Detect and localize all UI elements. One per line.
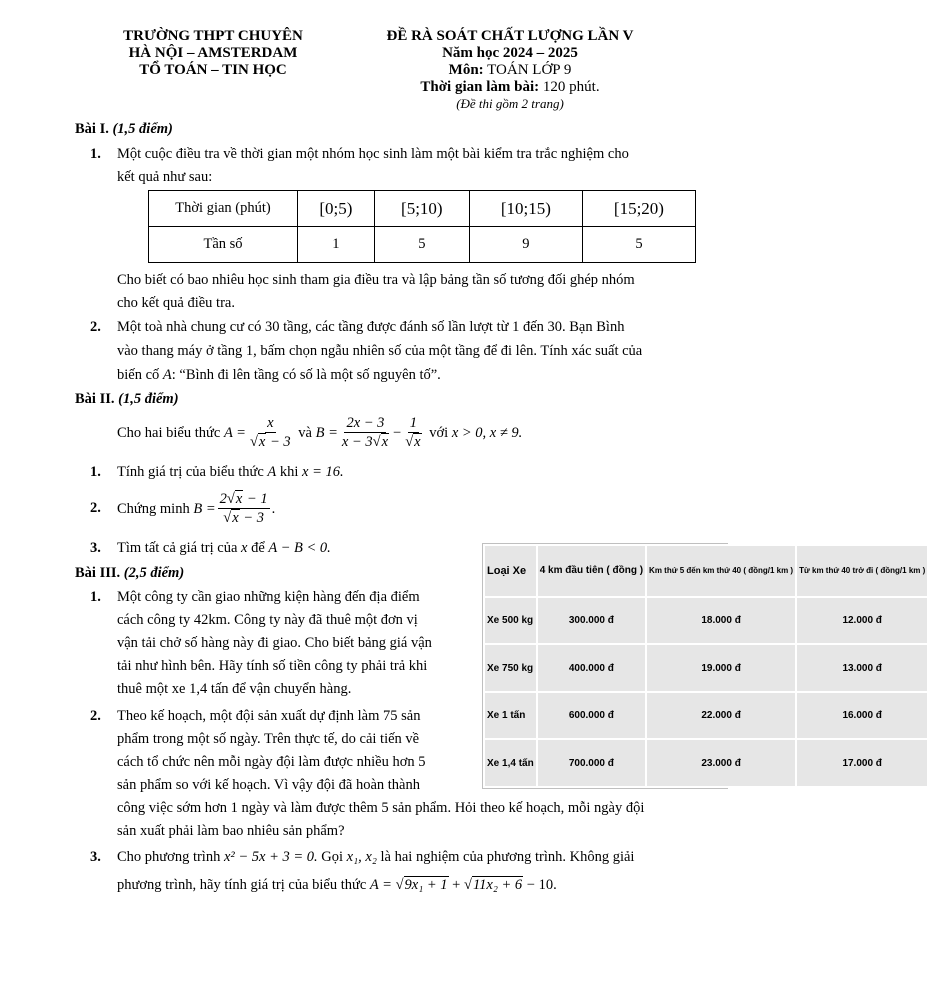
pages-note: (Đề thi gồm 2 trang) — [456, 96, 564, 111]
sqrt-term-1: 9x₁ + 1 — [404, 877, 448, 893]
plus-sign: + — [452, 877, 461, 893]
s3-q1-text — [117, 586, 432, 701]
sqrt-term-2: 11x₂ + 6 — [472, 877, 523, 893]
expr-B-lhs: B = — [315, 424, 338, 441]
price-header-km5-40: Km thứ 5 đến km thứ 40 ( đồng/1 km ) — [647, 546, 795, 596]
s3-q3-post: là hai nghiệm của phương trình. Không giải — [380, 849, 635, 865]
school-name-line2: HÀ NỘI – AMSTERDAM — [128, 45, 298, 61]
expr-A-denominator: √x − 3 — [249, 434, 291, 450]
price-table-image — [482, 543, 926, 789]
table-row-header-time: Thời gian (phút) — [149, 191, 298, 227]
s3-q1-number: 1. — [90, 589, 101, 605]
price-cell: 12.000 đ — [797, 598, 927, 644]
s3-q3-number: 3. — [90, 849, 101, 865]
s3-q3-pre: Cho phương trình — [117, 849, 221, 865]
s2-q2-text — [117, 486, 275, 532]
with-word: với — [429, 424, 449, 441]
event-variable: A — [162, 367, 172, 383]
s1-q1-number: 1. — [90, 146, 101, 162]
price-header-km40-plus: Từ km thứ 40 trở đi ( đồng/1 km ) — [797, 546, 927, 596]
coef-2: 2 — [219, 491, 227, 507]
section-3-title: Bài III. — [75, 565, 121, 581]
time-label: Thời gian làm bài: — [420, 79, 540, 95]
s2-intro — [117, 410, 522, 456]
s2-intro-text: Cho hai biểu thức — [117, 424, 221, 441]
frequency-cell: 5 — [374, 227, 469, 263]
roots: x₁, x₂ — [346, 849, 377, 865]
vehicle-cell: Xe 1 tấn — [485, 693, 536, 739]
s2-q1-number: 1. — [90, 464, 101, 480]
s2-q2-num-rest: − 1 — [243, 491, 268, 507]
price-cell: 13.000 đ — [797, 645, 927, 691]
price-header-vehicle: Loại Xe — [485, 546, 536, 596]
s1-q1-text-line3: Cho biết có bao nhiêu học sinh tham gia điều tra và lập bảng tần số tương đối ghép nhóm — [117, 272, 635, 288]
exam-header — [360, 28, 660, 111]
expr-B-fraction-1 — [340, 415, 391, 451]
and-word: và — [298, 424, 312, 441]
s1-q2-text-pre: biến cố — [117, 367, 160, 383]
s3-q1-line: thuê một xe 1,4 tấn để vận chuyển hàng. — [117, 681, 352, 697]
table-row — [485, 598, 927, 644]
subject-label: Môn: — [448, 62, 484, 78]
table-row — [485, 693, 927, 739]
s2-q2-number: 2. — [90, 500, 101, 516]
s1-q2-text-post: : “Bình đi lên tầng có số là một số nguyên tố”. — [171, 367, 441, 383]
s2-q3-pre: Tìm tất cả giá trị của — [117, 540, 238, 556]
s2-q3-mid: để — [251, 540, 265, 556]
s3-q2-number: 2. — [90, 708, 101, 724]
s3-q3-mid: Gọi — [321, 849, 344, 865]
s1-q2-text-line2: vào thang máy ở tầng 1, bấm chọn ngẫu nhiên số của một tầng để đi lên. Tính xác suất của — [117, 343, 643, 359]
price-header-first-4km: 4 km đầu tiên ( đồng ) — [538, 546, 645, 596]
s2-q3-cond: A − B < 0. — [268, 540, 331, 556]
s1-q2-text-line1: Một toà nhà chung cư có 30 tầng, các tầng được đánh số lần lượt từ 1 đến 30. Bạn Bình — [117, 319, 625, 335]
s3-q2-line6: sản xuất phải làm bao nhiêu sản phẩm? — [117, 823, 345, 839]
table-row — [485, 740, 927, 786]
s3-q3-line2: phương trình, hãy tính giá trị của biểu thức A = √9x₁ + 1 + √11x₂ + 6 − 10. — [117, 877, 557, 893]
frequency-cell: 9 — [469, 227, 582, 263]
department-name: TỔ TOÁN – TIN HỌC — [139, 62, 287, 78]
s3-q3-line2-pre: phương trình, hãy tính giá trị của biểu thức — [117, 877, 367, 893]
time-line — [360, 79, 660, 96]
s2-q1-when: khi — [279, 464, 299, 480]
school-year: Năm học 2024 – 2025 — [442, 45, 578, 61]
frequency-cell: 5 — [582, 227, 695, 263]
s1-q2-text-line3 — [117, 364, 441, 387]
expr-B-f1-den-pre: x − 3 — [341, 434, 373, 450]
section-1-points: (1,5 điểm) — [112, 121, 173, 137]
price-cell: 600.000 đ — [538, 693, 645, 739]
expr-B-fraction-2 — [403, 415, 423, 451]
quadratic-equation: x² − 5x + 3 = 0. — [223, 849, 318, 865]
s2-q3-text — [117, 537, 331, 560]
school-name-line1: TRƯỜNG THPT CHUYÊN — [123, 28, 303, 44]
minus-sign: − — [393, 424, 402, 441]
expr-A-fraction — [248, 415, 293, 451]
s3-q2-line: cách tổ chức nên mỗi ngày đội làm được nhiều hơn 5 — [117, 754, 426, 770]
s3-q1-line: vận tải chở số hàng này đi giao. Cho biết bảng giá vận — [117, 635, 432, 651]
s1-q2-number: 2. — [90, 319, 101, 335]
s3-q3-line1 — [117, 846, 634, 869]
price-cell: 16.000 đ — [797, 693, 927, 739]
school-header — [108, 28, 318, 79]
s2-q1-text — [117, 461, 344, 484]
s3-q1-line: Một công ty cần giao những kiện hàng đến địa điểm — [117, 589, 420, 605]
s3-q1-line: tải như hình bên. Hãy tính số tiền công ty phải trả khi — [117, 658, 428, 674]
subject-value: TOÁN LỚP 9 — [487, 62, 572, 78]
interval-cell: [15;20) — [582, 191, 695, 227]
interval-cell: [0;5) — [298, 191, 375, 227]
s2-q2-pre: Chứng minh — [117, 500, 190, 517]
expr-B-f1-numerator: 2x − 3 — [346, 415, 385, 431]
expr-B-f2-denominator: √x — [405, 434, 421, 450]
sqrt-x: x — [381, 434, 389, 450]
price-cell: 23.000 đ — [647, 740, 795, 786]
s2-q1-pre: Tính giá trị của biểu thức — [117, 464, 264, 480]
s3-q2-line5: công việc sớm hơn 1 ngày và làm được thêm 5 sản phẩm. Hỏi theo kế hoạch, mỗi ngày đội — [117, 800, 645, 816]
expr-tail: − 10. — [523, 877, 557, 893]
s3-q2-line: phẩm trong một số ngày. Trên thực tế, do cải tiến về — [117, 731, 420, 747]
table-row — [485, 546, 927, 596]
price-cell: 17.000 đ — [797, 740, 927, 786]
s2-q3-number: 3. — [90, 540, 101, 556]
price-table — [483, 544, 929, 788]
s3-q2-text — [117, 705, 426, 797]
price-cell: 300.000 đ — [538, 598, 645, 644]
s2-q2-denominator: √x − 3 — [223, 510, 264, 526]
period: . — [271, 500, 276, 517]
interval-cell: [5;10) — [374, 191, 469, 227]
subject-line — [360, 62, 660, 79]
price-cell: 18.000 đ — [647, 598, 795, 644]
section-2-title: Bài II. — [75, 391, 115, 407]
s1-q1-text-line1: Một cuộc điều tra về thời gian một nhóm học sinh làm một bài kiểm tra trắc nghiệm cho — [117, 146, 629, 162]
frequency-cell: 1 — [298, 227, 375, 263]
table-row — [149, 227, 696, 263]
s2-q2-den-rest: − 3 — [239, 510, 264, 526]
expr-A-den-rest: − 3 — [266, 434, 291, 450]
frequency-table — [148, 190, 696, 263]
s2-q2-numerator: 2√x − 1 — [219, 491, 268, 507]
s1-q1-text-line4: cho kết quả điều tra. — [117, 295, 235, 311]
vehicle-cell: Xe 1,4 tấn — [485, 740, 536, 786]
s2-q2-fraction — [218, 491, 270, 527]
expr-A-numerator: x — [267, 415, 274, 431]
section-1-heading — [75, 118, 173, 141]
vehicle-cell: Xe 750 kg — [485, 645, 536, 691]
table-row-header-frequency: Tần số — [149, 227, 298, 263]
sqrt-x: x — [235, 491, 243, 507]
s2-q2-lhs: B = — [193, 500, 216, 517]
price-cell: 400.000 đ — [538, 645, 645, 691]
section-2-heading — [75, 388, 179, 411]
sqrt-x: x — [414, 434, 421, 450]
s3-q2-line: sản phẩm so với kế hoạch. Vì vậy đội đã hoàn thành — [117, 777, 420, 793]
exam-title: ĐỀ RÀ SOÁT CHẤT LƯỢNG LẦN V — [386, 28, 634, 44]
price-cell: 700.000 đ — [538, 740, 645, 786]
price-cell: 19.000 đ — [647, 645, 795, 691]
sqrt-x: x — [258, 434, 266, 450]
section-3-heading — [75, 562, 184, 585]
table-row — [149, 191, 696, 227]
expr-A-lhs: A = — [223, 424, 246, 441]
expr-B-f2-numerator: 1 — [409, 415, 418, 431]
price-cell: 22.000 đ — [647, 693, 795, 739]
expr-B-f1-denominator: x − 3√x — [341, 434, 389, 450]
s2-q1-cond: x = 16. — [302, 464, 344, 480]
s2-q3-var: x — [241, 540, 248, 556]
section-1-title: Bài I. — [75, 121, 109, 137]
s3-q2-line: Theo kế hoạch, một đội sản xuất dự định làm 75 sản — [117, 708, 421, 724]
section-3-points: (2,5 điểm) — [123, 565, 185, 581]
s2-q1-var: A — [267, 464, 277, 480]
s1-q1-text-line2: kết quả như sau: — [117, 169, 213, 185]
domain-condition: x > 0, x ≠ 9. — [451, 424, 523, 441]
table-row — [485, 645, 927, 691]
sqrt-x: x — [232, 510, 239, 526]
expr-lhs: A = — [369, 877, 392, 893]
interval-cell: [10;15) — [469, 191, 582, 227]
time-value: 120 phút. — [542, 79, 600, 95]
section-2-points: (1,5 điểm) — [118, 391, 179, 407]
s3-q1-line: cách công ty 42km. Công ty này đã thuê một đơn vị — [117, 612, 418, 628]
vehicle-cell: Xe 500 kg — [485, 598, 536, 644]
